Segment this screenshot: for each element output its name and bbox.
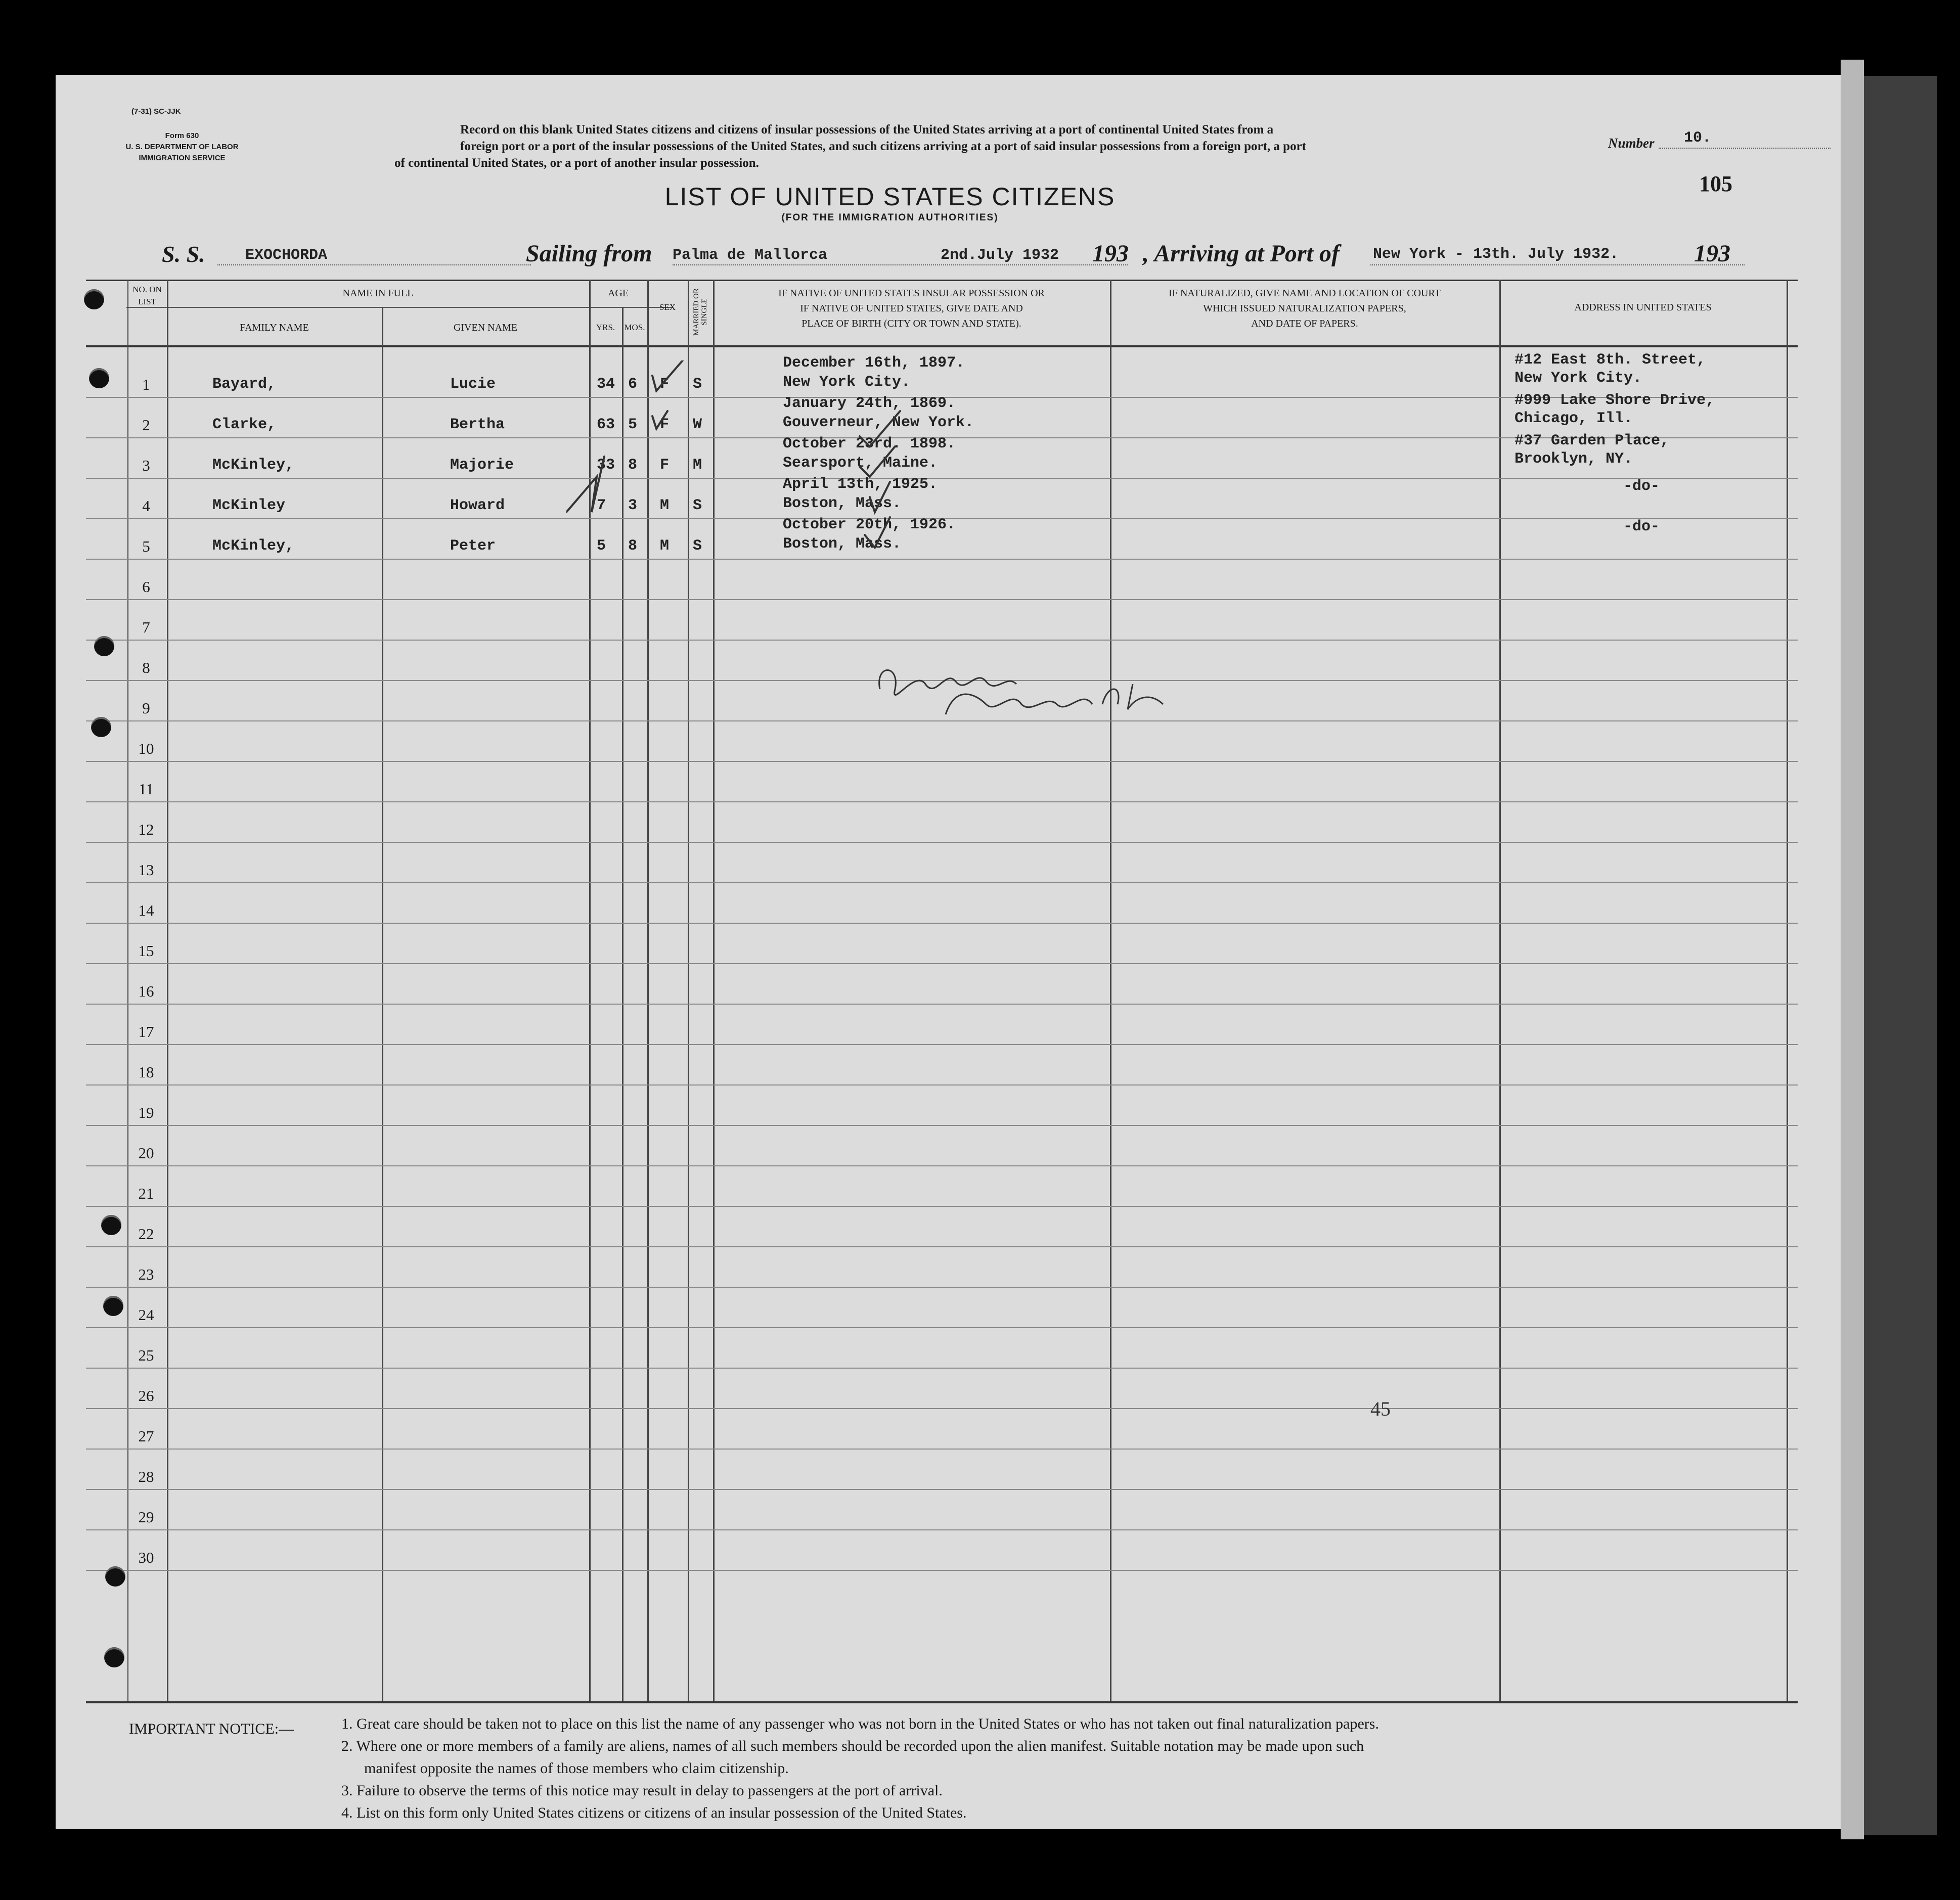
binder-hole: [104, 1647, 124, 1667]
row-rule: [86, 1449, 1798, 1450]
birth-date-cell: October 23rd. 1898.: [783, 435, 956, 453]
given-name-cell: Peter: [450, 537, 496, 555]
number-rule: [1659, 148, 1831, 149]
sex-cell: F: [660, 457, 670, 474]
bracket-mark: [566, 457, 604, 512]
birth-place-cell: Boston, Mass.: [783, 535, 902, 553]
age-years-cell: 7: [597, 497, 606, 514]
row-rule: [86, 963, 1798, 964]
instructions-line-1: Record on this blank United States citizens and citizens of insular possessions of the United States arriving at a port of continental United States from a: [460, 123, 1274, 137]
row-rule: [86, 1529, 1798, 1530]
important-notice: [129, 1713, 1798, 1824]
col-no-header: NO. ON LIST: [132, 285, 162, 306]
citizen-table: [86, 280, 1798, 1701]
address-line-2: New York City.: [1514, 370, 1642, 387]
row-rule: [86, 599, 1798, 600]
ship-rule: [217, 264, 531, 265]
birth-header-line: IF NATIVE OF UNITED STATES INSULAR POSSESSION OR: [778, 288, 1045, 299]
age-years-cell: 33: [597, 457, 615, 474]
ss-label: S. S.: [162, 241, 205, 267]
binder-hole: [84, 289, 104, 309]
binder-hole: [105, 1566, 125, 1587]
notice-item-2-cont: manifest opposite the names of those members who claim citizenship.: [364, 1760, 789, 1777]
manifest-page: [56, 75, 1841, 1829]
family-name-cell: Clarke,: [212, 416, 277, 433]
row-number: 2: [142, 416, 150, 434]
instructions-line-2: foreign port or a port of the insular possessions of the United States, and such citizens arriving at a port of said insular possessions from a foreign port, a port: [460, 140, 1306, 153]
row-number: 29: [138, 1508, 154, 1526]
row-number: 19: [138, 1104, 154, 1121]
col-married-header: MARRIED OR SINGLE: [692, 288, 708, 336]
row-rule: [86, 1287, 1798, 1288]
col-age-header: AGE: [607, 288, 629, 299]
birth-place-cell: Searsport, Maine.: [783, 455, 938, 472]
birth-header-line: IF NATIVE OF UNITED STATES, GIVE DATE AND: [800, 303, 1023, 314]
row-number: 16: [138, 982, 154, 1000]
row-number: 13: [138, 861, 154, 879]
row-number: 3: [142, 457, 150, 474]
row-number: 25: [138, 1346, 154, 1364]
row-number: 5: [142, 537, 150, 555]
row-number: 11: [139, 780, 154, 798]
binder-hole: [91, 717, 111, 737]
row-rule: [86, 761, 1798, 762]
page-title: LIST OF UNITED STATES CITIZENS: [664, 183, 1116, 211]
row-rule: [86, 1327, 1798, 1328]
age-months-cell: 5: [628, 416, 638, 433]
row-rule: [86, 1084, 1798, 1085]
row-number: 23: [138, 1265, 154, 1283]
form-number: Form 630: [165, 131, 199, 140]
notice-item-3: 3. Failure to observe the terms of this notice may result in delay to passengers at the port of arrival.: [341, 1782, 943, 1799]
instructions-line-3: of continental United States, or a port of another insular possession.: [394, 156, 759, 170]
age-months-cell: 8: [628, 457, 638, 474]
family-name-cell: Bayard,: [212, 376, 277, 393]
row-rule: [86, 882, 1798, 883]
number-label: Number: [1608, 135, 1655, 151]
marital-status-cell: M: [693, 457, 702, 474]
service: IMMIGRATION SERVICE: [139, 154, 226, 162]
family-name-cell: McKinley,: [212, 537, 295, 555]
age-months-cell: 6: [628, 376, 638, 393]
row-number: 18: [138, 1063, 154, 1081]
row-rule: [86, 1206, 1798, 1207]
row-number: 27: [138, 1427, 154, 1445]
row-number: 26: [138, 1387, 154, 1405]
number-value: 10.: [1684, 129, 1712, 147]
year-label-2: 193: [1694, 240, 1730, 267]
birth-date-cell: January 24th, 1869.: [783, 395, 956, 412]
col-sex-header: SEX: [659, 302, 676, 312]
binder-hole: [101, 1215, 121, 1235]
arrival: New York - 13th. July 1932.: [1373, 246, 1619, 263]
family-name-cell: McKinley,: [212, 457, 295, 474]
age-years-cell: 63: [597, 416, 615, 433]
birth-place-cell: Gouverneur, New York.: [783, 414, 974, 431]
address-line-1: #999 Lake Shore Drive,: [1514, 392, 1715, 409]
address-line-1: -do-: [1623, 478, 1660, 495]
from-port: Palma de Mallorca: [673, 247, 828, 264]
col-divider: [167, 280, 168, 1701]
row-rule: [86, 1246, 1798, 1247]
row-rule: [86, 559, 1798, 560]
given-name-cell: Bertha: [450, 416, 505, 433]
row-number: 17: [138, 1023, 154, 1041]
age-years-cell: 34: [597, 376, 615, 393]
form-code: (7-31) SC-JJK: [131, 107, 181, 116]
sex-cell: M: [660, 497, 670, 514]
row-number: 28: [138, 1468, 154, 1485]
address-line-1: #12 East 8th. Street,: [1514, 351, 1706, 369]
marital-status-cell: S: [693, 497, 702, 514]
page-edge: [1841, 60, 1864, 1839]
page-number: 105: [1699, 171, 1732, 196]
row-number: 20: [138, 1144, 154, 1162]
instructions: [394, 121, 1557, 171]
row-rule: [86, 640, 1798, 641]
row-number: 24: [138, 1306, 154, 1324]
table-bottom-rule: [86, 1701, 1798, 1703]
marital-status-cell: W: [693, 416, 702, 433]
given-name-cell: Howard: [450, 497, 505, 514]
header-bottom-rule: [86, 345, 1798, 347]
col-given-header: GIVEN NAME: [453, 322, 518, 333]
row-number: 6: [142, 578, 150, 596]
row-rule: [86, 1408, 1798, 1409]
tick-mark: [865, 517, 890, 548]
address-line-1: #37 Garden Place,: [1514, 432, 1670, 449]
row-rule: [86, 842, 1798, 843]
col-name-header: NAME IN FULL: [342, 288, 414, 299]
col-birth-header: [713, 286, 1110, 331]
tick-mark: [860, 446, 895, 477]
address-line-1: -do-: [1623, 518, 1660, 535]
row-rule: [86, 1165, 1798, 1166]
row-rule: [86, 923, 1798, 924]
birth-date-cell: October 20th, 1926.: [783, 516, 956, 533]
marital-status-cell: S: [693, 537, 702, 555]
row-rule: [86, 1125, 1798, 1126]
family-name-cell: McKinley: [212, 497, 286, 514]
sex-cell: F: [660, 416, 670, 433]
col-yrs-header: YRS.: [596, 323, 615, 332]
sail-date: 2nd.July 1932: [941, 247, 1059, 264]
table-top-rule: [86, 280, 1798, 281]
age-months-cell: 3: [628, 497, 638, 514]
notice-item-1: 1. Great care should be taken not to place on this list the name of any passenger who was not born in the United States or who has not taken out final naturalization papers.: [341, 1715, 1379, 1732]
row-number: 8: [142, 659, 150, 676]
row-number: 21: [138, 1185, 154, 1202]
given-name-cell: Majorie: [450, 457, 514, 474]
col-family-header: FAMILY NAME: [240, 322, 309, 333]
row-number: 7: [142, 618, 150, 636]
department: U. S. DEPARTMENT OF LABOR: [125, 143, 239, 151]
stamp-number: 45: [1370, 1397, 1391, 1420]
arrival-rule: [1370, 264, 1745, 265]
nat-header-line: AND DATE OF PAPERS.: [1251, 318, 1358, 329]
sex-cell: F: [660, 376, 670, 393]
binder-hole: [94, 636, 114, 656]
sailing-label: Sailing from: [526, 240, 652, 267]
row-rule: [86, 1368, 1798, 1369]
row-number: 22: [138, 1225, 154, 1243]
row-number: 4: [142, 497, 150, 515]
row-number: 30: [138, 1549, 154, 1566]
tick-mark: [860, 411, 900, 446]
row-rule: [86, 1489, 1798, 1490]
col-divider: [1787, 280, 1788, 1701]
tick-mark: [652, 411, 667, 429]
handwritten-marks: [566, 360, 1274, 553]
row-number: 15: [138, 942, 154, 960]
year-label: 193: [1092, 240, 1129, 267]
tick-mark: [652, 360, 683, 391]
row-rule: [86, 1570, 1798, 1571]
notice-item-2: 2. Where one or more members of a family are aliens, names of all such members should be recorded upon the alien manifest. Suitable notation may be made upon such: [341, 1738, 1364, 1754]
arriving-label: , Arriving at Port of: [1143, 240, 1340, 267]
age-years-cell: 5: [597, 537, 606, 555]
subheader-rule: [126, 307, 673, 308]
notice-item-4: 4. List on this form only United States citizens or citizens of an insular possession of the United States.: [341, 1804, 967, 1821]
sailing-rule: [673, 264, 1128, 265]
notice-label: IMPORTANT NOTICE:—: [129, 1721, 294, 1737]
sex-cell: M: [660, 537, 670, 555]
row-rule: [86, 801, 1798, 802]
birth-date-cell: April 13th, 1925.: [783, 476, 938, 493]
nat-header-line: IF NATURALIZED, GIVE NAME AND LOCATION OF COURT: [1169, 288, 1441, 299]
birth-header-line: PLACE OF BIRTH (CITY OR TOWN AND STATE).: [801, 318, 1021, 329]
notice-row: [129, 1713, 1798, 1735]
row-number: 14: [138, 901, 154, 919]
marital-status-cell: S: [693, 376, 702, 393]
birth-date-cell: December 16th, 1897.: [783, 354, 965, 372]
row-number: 12: [138, 821, 154, 838]
col-divider: [1499, 280, 1501, 1701]
inspector-signature: [870, 654, 1274, 725]
binder-hole: [103, 1296, 123, 1316]
ship-name: EXOCHORDA: [245, 247, 328, 264]
row-number: 1: [142, 376, 150, 393]
address-line-2: Chicago, Ill.: [1514, 410, 1633, 427]
col-naturalized-header: [1110, 286, 1499, 331]
row-number: 10: [138, 740, 154, 757]
given-name-cell: Lucie: [450, 376, 496, 393]
binder-hole: [89, 368, 109, 388]
address-line-2: Brooklyn, NY.: [1514, 450, 1633, 468]
age-months-cell: 8: [628, 537, 638, 555]
row-rule: [86, 1004, 1798, 1005]
page-subtitle: (FOR THE IMMIGRATION AUTHORITIES): [781, 212, 999, 223]
stacked-pages: [1864, 76, 1937, 1835]
birth-place-cell: Boston, Mass.: [783, 495, 902, 512]
row-rule: [86, 1044, 1798, 1045]
col-mos-header: MOS.: [624, 323, 645, 332]
tick-mark: [870, 482, 890, 512]
nat-header-line: WHICH ISSUED NATURALIZATION PAPERS,: [1203, 303, 1406, 314]
col-address-header: ADDRESS IN UNITED STATES: [1574, 302, 1712, 313]
birth-place-cell: New York City.: [783, 374, 911, 391]
row-number: 9: [142, 699, 150, 717]
